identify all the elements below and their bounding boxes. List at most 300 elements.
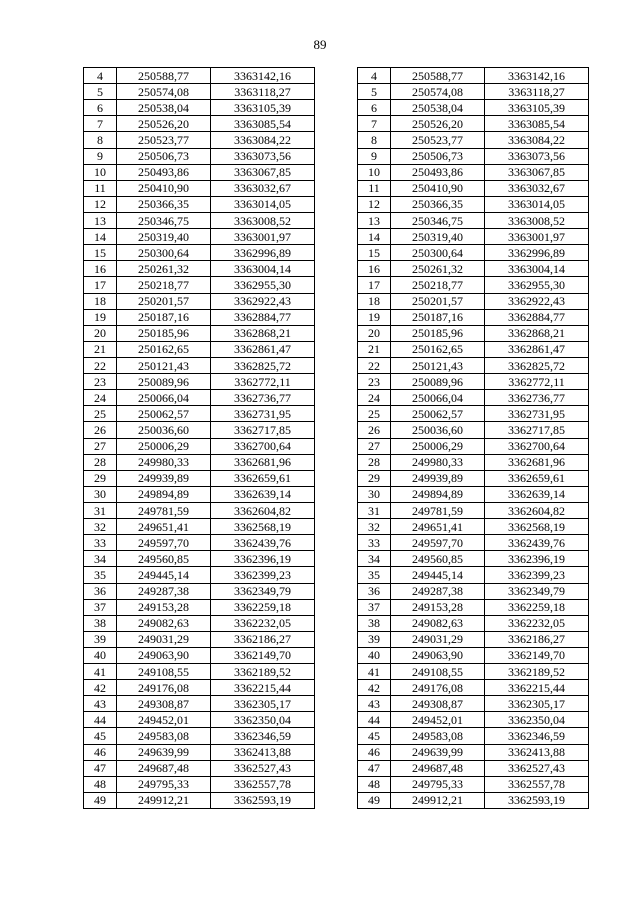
x-coordinate-cell: 249308,87 — [391, 696, 485, 712]
table-row — [358, 583, 589, 599]
y-coordinate-cell: 3362557,78 — [485, 776, 589, 792]
x-coordinate-cell: 249980,33 — [391, 454, 485, 470]
y-coordinate-cell: 3362189,52 — [485, 664, 589, 680]
y-coordinate-cell: 3363142,16 — [485, 68, 589, 84]
table-row — [358, 374, 589, 390]
y-coordinate-cell: 3362350,04 — [211, 712, 315, 728]
x-coordinate-cell: 249795,33 — [117, 776, 211, 792]
table-row — [84, 277, 315, 293]
y-coordinate-cell: 3363008,52 — [211, 212, 315, 228]
x-coordinate-cell: 250319,40 — [117, 229, 211, 245]
y-coordinate-cell: 3363001,97 — [485, 229, 589, 245]
y-coordinate-cell: 3363001,97 — [211, 229, 315, 245]
point-number-cell: 45 — [84, 728, 117, 744]
table-row — [358, 744, 589, 760]
y-coordinate-cell: 3362955,30 — [485, 277, 589, 293]
x-coordinate-cell: 250089,96 — [117, 374, 211, 390]
point-number-cell: 27 — [358, 438, 391, 454]
x-coordinate-cell: 249639,99 — [391, 744, 485, 760]
y-coordinate-cell: 3362259,18 — [211, 599, 315, 615]
x-coordinate-cell: 249560,85 — [117, 551, 211, 567]
table-row — [84, 470, 315, 486]
x-coordinate-cell: 250185,96 — [117, 325, 211, 341]
point-number-cell: 32 — [84, 519, 117, 535]
x-coordinate-cell: 250006,29 — [391, 438, 485, 454]
table-row — [84, 309, 315, 325]
y-coordinate-cell: 3362413,88 — [211, 744, 315, 760]
point-number-cell: 13 — [84, 212, 117, 228]
point-number-cell: 40 — [84, 647, 117, 663]
point-number-cell: 19 — [358, 309, 391, 325]
x-coordinate-cell: 250201,57 — [117, 293, 211, 309]
x-coordinate-cell: 250493,86 — [117, 164, 211, 180]
table-row — [358, 261, 589, 277]
y-coordinate-cell: 3362215,44 — [485, 680, 589, 696]
x-coordinate-cell: 250319,40 — [391, 229, 485, 245]
point-number-cell: 9 — [358, 148, 391, 164]
y-coordinate-cell: 3363105,39 — [485, 100, 589, 116]
x-coordinate-cell: 249894,89 — [391, 486, 485, 502]
point-number-cell: 48 — [84, 776, 117, 792]
table-row — [84, 84, 315, 100]
table-row — [358, 212, 589, 228]
y-coordinate-cell: 3362717,85 — [211, 422, 315, 438]
x-coordinate-cell: 250187,16 — [117, 309, 211, 325]
y-coordinate-cell: 3363004,14 — [211, 261, 315, 277]
y-coordinate-cell: 3362186,27 — [211, 631, 315, 647]
x-coordinate-cell: 249153,28 — [391, 599, 485, 615]
y-coordinate-cell: 3362527,43 — [485, 760, 589, 776]
table-row — [84, 535, 315, 551]
y-coordinate-cell: 3363032,67 — [485, 180, 589, 196]
table-row — [358, 180, 589, 196]
point-number-cell: 37 — [84, 599, 117, 615]
y-coordinate-cell: 3363084,22 — [485, 132, 589, 148]
x-coordinate-cell: 249939,89 — [117, 470, 211, 486]
y-coordinate-cell: 3362149,70 — [485, 647, 589, 663]
y-coordinate-cell: 3362346,59 — [485, 728, 589, 744]
y-coordinate-cell: 3362736,77 — [485, 390, 589, 406]
table-row — [84, 583, 315, 599]
y-coordinate-cell: 3362439,76 — [211, 535, 315, 551]
y-coordinate-cell: 3362527,43 — [211, 760, 315, 776]
table-row — [358, 712, 589, 728]
x-coordinate-cell: 250121,43 — [117, 357, 211, 373]
point-number-cell: 28 — [358, 454, 391, 470]
y-coordinate-cell: 3362396,19 — [211, 551, 315, 567]
point-number-cell: 35 — [358, 567, 391, 583]
point-number-cell: 23 — [358, 374, 391, 390]
table-row — [84, 438, 315, 454]
table-row — [358, 293, 589, 309]
table-row — [358, 696, 589, 712]
x-coordinate-cell: 250523,77 — [391, 132, 485, 148]
x-coordinate-cell: 249912,21 — [117, 792, 211, 808]
table-row — [84, 229, 315, 245]
x-coordinate-cell: 249063,90 — [391, 647, 485, 663]
table-row — [84, 406, 315, 422]
x-coordinate-cell: 249597,70 — [117, 535, 211, 551]
y-coordinate-cell: 3362350,04 — [485, 712, 589, 728]
y-coordinate-cell: 3362349,79 — [485, 583, 589, 599]
table-row — [358, 454, 589, 470]
table-row — [358, 438, 589, 454]
point-number-cell: 32 — [358, 519, 391, 535]
x-coordinate-cell: 249912,21 — [391, 792, 485, 808]
point-number-cell: 39 — [358, 631, 391, 647]
x-coordinate-cell: 250493,86 — [391, 164, 485, 180]
x-coordinate-cell: 249176,08 — [391, 680, 485, 696]
x-coordinate-cell: 250261,32 — [391, 261, 485, 277]
x-coordinate-cell: 250538,04 — [391, 100, 485, 116]
y-coordinate-cell: 3362996,89 — [211, 245, 315, 261]
x-coordinate-cell: 249176,08 — [117, 680, 211, 696]
point-number-cell: 9 — [84, 148, 117, 164]
point-number-cell: 46 — [84, 744, 117, 760]
point-number-cell: 49 — [358, 792, 391, 808]
table-row — [84, 599, 315, 615]
point-number-cell: 18 — [358, 293, 391, 309]
table-row — [358, 196, 589, 212]
point-number-cell: 15 — [84, 245, 117, 261]
table-row — [84, 519, 315, 535]
table-row — [358, 551, 589, 567]
point-number-cell: 49 — [84, 792, 117, 808]
table-row — [358, 728, 589, 744]
x-coordinate-cell: 249082,63 — [117, 615, 211, 631]
y-coordinate-cell: 3363004,14 — [485, 261, 589, 277]
page-number: 89 — [313, 37, 327, 52]
table-row — [358, 277, 589, 293]
table-row — [84, 696, 315, 712]
x-coordinate-cell: 250366,35 — [117, 196, 211, 212]
x-coordinate-cell: 250121,43 — [391, 357, 485, 373]
x-coordinate-cell: 249452,01 — [117, 712, 211, 728]
point-number-cell: 41 — [358, 664, 391, 680]
y-coordinate-cell: 3362772,11 — [485, 374, 589, 390]
y-coordinate-cell: 3362604,82 — [485, 502, 589, 518]
table-row — [358, 325, 589, 341]
table-row — [358, 229, 589, 245]
x-coordinate-cell: 249781,59 — [391, 502, 485, 518]
table-row — [84, 148, 315, 164]
y-coordinate-cell: 3363067,85 — [211, 164, 315, 180]
x-coordinate-cell: 249980,33 — [117, 454, 211, 470]
x-coordinate-cell: 250346,75 — [391, 212, 485, 228]
table-row — [84, 212, 315, 228]
x-coordinate-cell: 249308,87 — [117, 696, 211, 712]
y-coordinate-cell: 3362305,17 — [485, 696, 589, 712]
point-number-cell: 39 — [84, 631, 117, 647]
table-row — [358, 486, 589, 502]
y-coordinate-cell: 3362731,95 — [211, 406, 315, 422]
x-coordinate-cell: 249108,55 — [391, 664, 485, 680]
x-coordinate-cell: 250538,04 — [117, 100, 211, 116]
table-row — [84, 341, 315, 357]
table-row — [358, 357, 589, 373]
table-row — [84, 164, 315, 180]
y-coordinate-cell: 3363105,39 — [211, 100, 315, 116]
x-coordinate-cell: 250089,96 — [391, 374, 485, 390]
x-coordinate-cell: 249939,89 — [391, 470, 485, 486]
table-row — [84, 374, 315, 390]
point-number-cell: 47 — [358, 760, 391, 776]
point-number-cell: 21 — [84, 341, 117, 357]
x-coordinate-cell: 249063,90 — [117, 647, 211, 663]
x-coordinate-cell: 249651,41 — [117, 519, 211, 535]
y-coordinate-cell: 3362681,96 — [485, 454, 589, 470]
y-coordinate-cell: 3362639,14 — [485, 486, 589, 502]
x-coordinate-cell: 249651,41 — [391, 519, 485, 535]
table-row — [84, 792, 315, 808]
x-coordinate-cell: 250574,08 — [117, 84, 211, 100]
table-row — [358, 760, 589, 776]
point-number-cell: 6 — [84, 100, 117, 116]
y-coordinate-cell: 3362825,72 — [485, 357, 589, 373]
table-row — [84, 760, 315, 776]
y-coordinate-cell: 3362305,17 — [211, 696, 315, 712]
point-number-cell: 23 — [84, 374, 117, 390]
table-row — [358, 519, 589, 535]
point-number-cell: 19 — [84, 309, 117, 325]
x-coordinate-cell: 250066,04 — [117, 390, 211, 406]
y-coordinate-cell: 3362736,77 — [211, 390, 315, 406]
y-coordinate-cell: 3362825,72 — [211, 357, 315, 373]
y-coordinate-cell: 3362215,44 — [211, 680, 315, 696]
table-row — [84, 325, 315, 341]
y-coordinate-cell: 3363067,85 — [485, 164, 589, 180]
x-coordinate-cell: 250006,29 — [117, 438, 211, 454]
table-row — [358, 776, 589, 792]
table-row — [84, 680, 315, 696]
x-coordinate-cell: 250574,08 — [391, 84, 485, 100]
y-coordinate-cell: 3362568,19 — [211, 519, 315, 535]
table-row — [84, 744, 315, 760]
table-row — [358, 309, 589, 325]
point-number-cell: 35 — [84, 567, 117, 583]
table-row — [84, 502, 315, 518]
point-number-cell: 34 — [358, 551, 391, 567]
x-coordinate-cell: 249452,01 — [391, 712, 485, 728]
table-row — [358, 341, 589, 357]
x-coordinate-cell: 250588,77 — [117, 68, 211, 84]
table-row — [358, 647, 589, 663]
point-number-cell: 7 — [358, 116, 391, 132]
y-coordinate-cell: 3362922,43 — [211, 293, 315, 309]
x-coordinate-cell: 250187,16 — [391, 309, 485, 325]
y-coordinate-cell: 3362346,59 — [211, 728, 315, 744]
table-row — [358, 406, 589, 422]
y-coordinate-cell: 3362884,77 — [211, 309, 315, 325]
point-number-cell: 7 — [84, 116, 117, 132]
y-coordinate-cell: 3362259,18 — [485, 599, 589, 615]
x-coordinate-cell: 250526,20 — [391, 116, 485, 132]
y-coordinate-cell: 3362996,89 — [485, 245, 589, 261]
y-coordinate-cell: 3362861,47 — [211, 341, 315, 357]
point-number-cell: 33 — [84, 535, 117, 551]
x-coordinate-cell: 249445,14 — [391, 567, 485, 583]
y-coordinate-cell: 3362593,19 — [211, 792, 315, 808]
y-coordinate-cell: 3363118,27 — [485, 84, 589, 100]
table-row — [358, 100, 589, 116]
point-number-cell: 22 — [84, 357, 117, 373]
point-number-cell: 34 — [84, 551, 117, 567]
table-row — [84, 454, 315, 470]
x-coordinate-cell: 250261,32 — [117, 261, 211, 277]
y-coordinate-cell: 3362700,64 — [485, 438, 589, 454]
table-row — [84, 712, 315, 728]
point-number-cell: 21 — [358, 341, 391, 357]
point-number-cell: 26 — [84, 422, 117, 438]
x-coordinate-cell: 249795,33 — [391, 776, 485, 792]
y-coordinate-cell: 3362232,05 — [485, 615, 589, 631]
point-number-cell: 12 — [358, 196, 391, 212]
point-number-cell: 26 — [358, 422, 391, 438]
y-coordinate-cell: 3363073,56 — [211, 148, 315, 164]
point-number-cell: 25 — [84, 406, 117, 422]
x-coordinate-cell: 250300,64 — [117, 245, 211, 261]
table-row — [358, 84, 589, 100]
x-coordinate-cell: 250410,90 — [117, 180, 211, 196]
table-row — [84, 116, 315, 132]
point-number-cell: 29 — [84, 470, 117, 486]
x-coordinate-cell: 249894,89 — [117, 486, 211, 502]
y-coordinate-cell: 3362868,21 — [211, 325, 315, 341]
x-coordinate-cell: 249287,38 — [117, 583, 211, 599]
point-number-cell: 15 — [358, 245, 391, 261]
table-row — [358, 422, 589, 438]
y-coordinate-cell: 3362396,19 — [485, 551, 589, 567]
table-row — [84, 180, 315, 196]
x-coordinate-cell: 250218,77 — [117, 277, 211, 293]
y-coordinate-cell: 3362568,19 — [485, 519, 589, 535]
x-coordinate-cell: 250300,64 — [391, 245, 485, 261]
point-number-cell: 10 — [84, 164, 117, 180]
point-number-cell: 24 — [358, 390, 391, 406]
table-row — [84, 615, 315, 631]
table-row — [358, 470, 589, 486]
point-number-cell: 47 — [84, 760, 117, 776]
x-coordinate-cell: 250526,20 — [117, 116, 211, 132]
y-coordinate-cell: 3362868,21 — [485, 325, 589, 341]
x-coordinate-cell: 249560,85 — [391, 551, 485, 567]
point-number-cell: 28 — [84, 454, 117, 470]
table-row — [358, 680, 589, 696]
point-number-cell: 38 — [358, 615, 391, 631]
point-number-cell: 4 — [358, 68, 391, 84]
point-number-cell: 16 — [358, 261, 391, 277]
y-coordinate-cell: 3362557,78 — [211, 776, 315, 792]
point-number-cell: 36 — [358, 583, 391, 599]
y-coordinate-cell: 3362186,27 — [485, 631, 589, 647]
y-coordinate-cell: 3363085,54 — [211, 116, 315, 132]
point-number-cell: 31 — [84, 502, 117, 518]
table-row — [84, 422, 315, 438]
x-coordinate-cell: 250588,77 — [391, 68, 485, 84]
point-number-cell: 5 — [84, 84, 117, 100]
y-coordinate-cell: 3362232,05 — [211, 615, 315, 631]
y-coordinate-cell: 3363085,54 — [485, 116, 589, 132]
point-number-cell: 30 — [84, 486, 117, 502]
x-coordinate-cell: 249445,14 — [117, 567, 211, 583]
table-row — [84, 357, 315, 373]
table-row — [84, 728, 315, 744]
y-coordinate-cell: 3362700,64 — [211, 438, 315, 454]
point-number-cell: 27 — [84, 438, 117, 454]
x-coordinate-cell: 249781,59 — [117, 502, 211, 518]
y-coordinate-cell: 3362772,11 — [211, 374, 315, 390]
table-row — [84, 776, 315, 792]
y-coordinate-cell: 3363084,22 — [211, 132, 315, 148]
x-coordinate-cell: 249687,48 — [117, 760, 211, 776]
x-coordinate-cell: 249583,08 — [117, 728, 211, 744]
y-coordinate-cell: 3362189,52 — [211, 664, 315, 680]
table-row — [84, 100, 315, 116]
point-number-cell: 5 — [358, 84, 391, 100]
table-row — [84, 551, 315, 567]
table-row — [358, 390, 589, 406]
point-number-cell: 42 — [358, 680, 391, 696]
point-number-cell: 46 — [358, 744, 391, 760]
x-coordinate-cell: 250523,77 — [117, 132, 211, 148]
x-coordinate-cell: 249082,63 — [391, 615, 485, 631]
point-number-cell: 6 — [358, 100, 391, 116]
point-number-cell: 8 — [84, 132, 117, 148]
y-coordinate-cell: 3363008,52 — [485, 212, 589, 228]
point-number-cell: 25 — [358, 406, 391, 422]
x-coordinate-cell: 250185,96 — [391, 325, 485, 341]
point-number-cell: 24 — [84, 390, 117, 406]
x-coordinate-cell: 249287,38 — [391, 583, 485, 599]
y-coordinate-cell: 3363014,05 — [211, 196, 315, 212]
point-number-cell: 14 — [84, 229, 117, 245]
point-number-cell: 14 — [358, 229, 391, 245]
table-row — [358, 245, 589, 261]
table-row — [358, 148, 589, 164]
y-coordinate-cell: 3363142,16 — [211, 68, 315, 84]
x-coordinate-cell: 250201,57 — [391, 293, 485, 309]
x-coordinate-cell: 250162,65 — [391, 341, 485, 357]
table-row — [358, 567, 589, 583]
x-coordinate-cell: 250346,75 — [117, 212, 211, 228]
table-row — [84, 631, 315, 647]
y-coordinate-cell: 3362413,88 — [485, 744, 589, 760]
coordinates-table-right — [357, 67, 589, 809]
point-number-cell: 29 — [358, 470, 391, 486]
table-row — [84, 647, 315, 663]
table-row — [84, 390, 315, 406]
point-number-cell: 18 — [84, 293, 117, 309]
point-number-cell: 31 — [358, 502, 391, 518]
x-coordinate-cell: 250066,04 — [391, 390, 485, 406]
point-number-cell: 10 — [358, 164, 391, 180]
point-number-cell: 17 — [358, 277, 391, 293]
table-row — [84, 293, 315, 309]
point-number-cell: 4 — [84, 68, 117, 84]
x-coordinate-cell: 250410,90 — [391, 180, 485, 196]
x-coordinate-cell: 249583,08 — [391, 728, 485, 744]
y-coordinate-cell: 3363073,56 — [485, 148, 589, 164]
x-coordinate-cell: 250218,77 — [391, 277, 485, 293]
point-number-cell: 22 — [358, 357, 391, 373]
x-coordinate-cell: 250162,65 — [117, 341, 211, 357]
y-coordinate-cell: 3363014,05 — [485, 196, 589, 212]
point-number-cell: 33 — [358, 535, 391, 551]
table-row — [84, 664, 315, 680]
y-coordinate-cell: 3362659,61 — [485, 470, 589, 486]
y-coordinate-cell: 3362731,95 — [485, 406, 589, 422]
point-number-cell: 13 — [358, 212, 391, 228]
